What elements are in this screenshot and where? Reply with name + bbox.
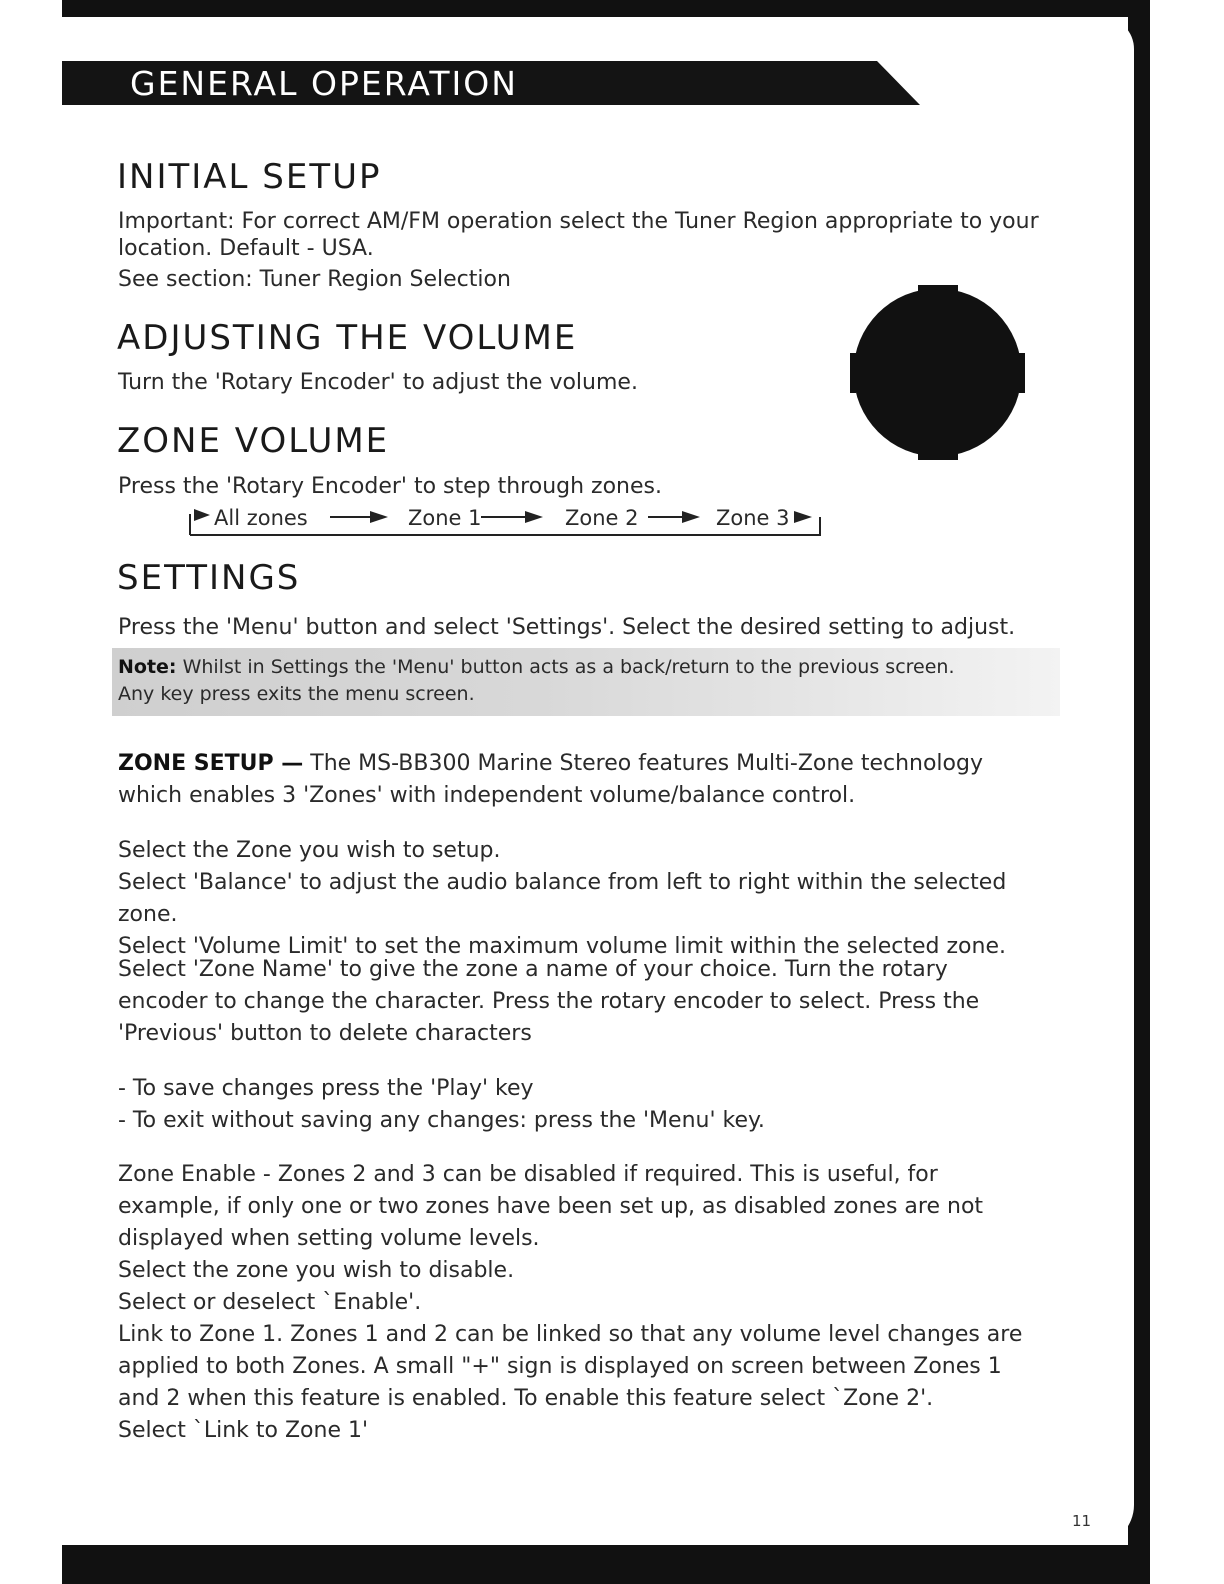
zone-setup-intro-line-2: which enables 3 'Zones' with independent volume/balance control. (118, 783, 856, 808)
section-title: GENERAL OPERATION (130, 64, 518, 103)
flow-zone-1: Zone 1 (408, 506, 482, 530)
zone-select-line-1: Select the Zone you wish to setup. (118, 838, 501, 863)
zone-volume-text: Press the 'Rotary Encoder' to step through zones. (118, 474, 662, 499)
link-zone-line-4: Select `Link to Zone 1' (118, 1418, 369, 1443)
zone-setup-intro-line-1: The MS-BB300 Marine Stereo features Multi-Zone technology (303, 751, 983, 776)
save-line: - To save changes press the 'Play' key (118, 1076, 534, 1101)
flow-zone-3: Zone 3 (716, 506, 790, 530)
adjusting-volume-heading: ADJUSTING THE VOLUME (117, 318, 578, 358)
note-text (118, 654, 955, 708)
note-line-1: Whilst in Settings the 'Menu' button acts as a back/return to the previous screen. (176, 656, 955, 678)
link-zone-line-3: and 2 when this feature is enabled. To enable this feature select `Zone 2'. (118, 1386, 934, 1411)
settings-heading: SETTINGS (117, 558, 301, 598)
flow-all-zones: All zones (214, 506, 308, 530)
settings-text: Press the 'Menu' button and select 'Settings'. Select the desired setting to adjust. (118, 615, 1016, 640)
note-line-2: Any key press exits the menu screen. (118, 683, 475, 705)
zone-enable-paragraph (118, 1159, 1068, 1447)
zone-enable-line-5: Select or deselect `Enable'. (118, 1290, 422, 1315)
zone-select-line-3: Select 'Volume Limit' to set the maximum volume limit within the selected zone. (118, 934, 1006, 959)
page-frame-bottom (62, 1545, 1150, 1584)
initial-setup-line-2: location. Default - USA. (118, 236, 374, 261)
zone-name-line-3: 'Previous' button to delete characters (118, 1021, 532, 1046)
exit-line: - To exit without saving any changes: press the 'Menu' key. (118, 1108, 765, 1133)
zone-setup-intro (118, 748, 1068, 812)
initial-setup-line-3: See section: Tuner Region Selection (118, 267, 511, 292)
initial-setup-heading: INITIAL SETUP (117, 157, 382, 197)
zone-volume-heading: ZONE VOLUME (117, 421, 390, 461)
note-label: Note: (118, 656, 177, 678)
zone-name-paragraph (118, 954, 1068, 1050)
zone-name-line-1: Select 'Zone Name' to give the zone a name of your choice. Turn the rotary (118, 957, 948, 982)
zone-enable-line-4: Select the zone you wish to disable. (118, 1258, 515, 1283)
link-zone-line-2: applied to both Zones. A small "+" sign is displayed on screen between Zones 1 (118, 1354, 1002, 1379)
initial-setup-line-1: Important: For correct AM/FM operation select the Tuner Region appropriate to your (118, 209, 1039, 234)
zone-enable-line-1: Zone Enable - Zones 2 and 3 can be disabled if required. This is useful, for (118, 1162, 938, 1187)
zone-enable-line-2: example, if only one or two zones have been set up, as disabled zones are not (118, 1194, 984, 1219)
rotary-encoder-knob-icon (850, 285, 1025, 460)
zone-cycle-diagram (188, 504, 822, 536)
adjusting-volume-text: Turn the 'Rotary Encoder' to adjust the volume. (118, 370, 638, 395)
zone-setup-label: ZONE SETUP — (118, 751, 304, 776)
link-zone-line-1: Link to Zone 1. Zones 1 and 2 can be linked so that any volume level changes are (118, 1322, 1023, 1347)
zone-name-line-2: encoder to change the character. Press the rotary encoder to select. Press the (118, 989, 980, 1014)
page-frame-top (62, 0, 1150, 17)
zone-select-paragraph (118, 835, 1068, 963)
save-exit-paragraph (118, 1073, 1068, 1137)
zone-select-line-2: Select 'Balance' to adjust the audio balance from left to right within the selected zone. (118, 870, 1007, 927)
page-number: 11 (1072, 1512, 1092, 1530)
flow-zone-2: Zone 2 (565, 506, 639, 530)
zone-enable-line-3: displayed when setting volume levels. (118, 1226, 540, 1251)
